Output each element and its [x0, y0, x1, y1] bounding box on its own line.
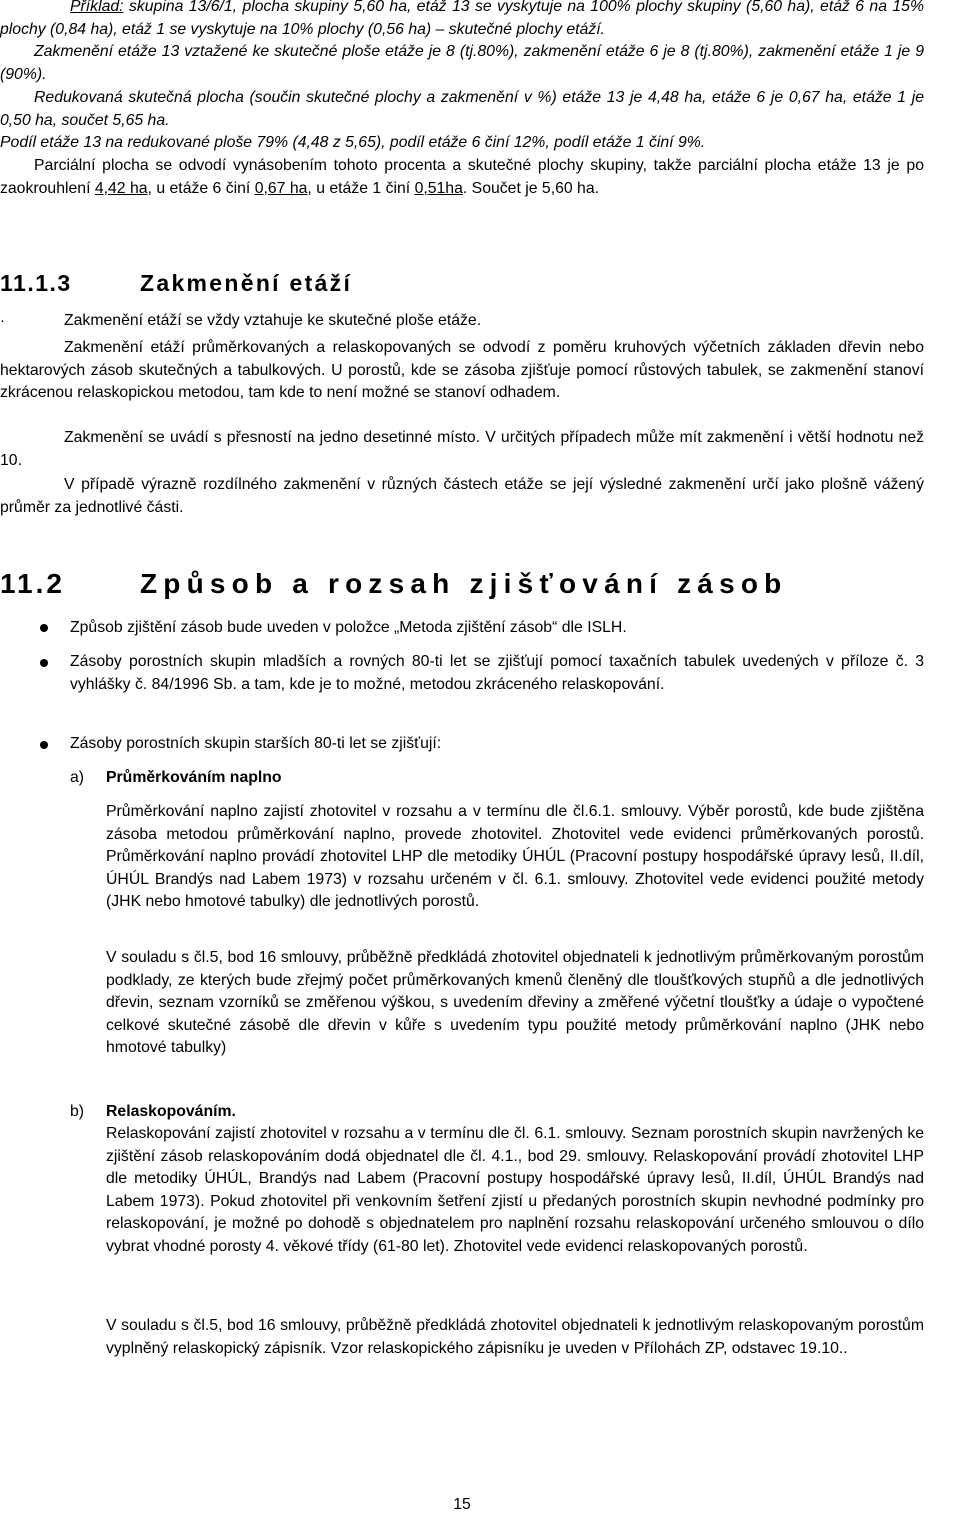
bullet-item: Zásoby porostních skupin mladších a rovných 80-ti let se zjišťují pomocí taxačních tabulek uvedených v příloze č. 3 vyhlášky č. 84/1996 Sb. a tam, kde je to možné, metodou zkráceného relaskopování. [70, 653, 924, 693]
example-paragraph-3: Redukovaná skutečná plocha (součin skutečné plochy a zakmenění v %) etáže 13 je 4,48 ha, etáže 6 je 0,67 ha, etáže 1 je 0,50 ha, součet 5,65 ha. [0, 89, 924, 129]
bullet-icon [40, 624, 48, 632]
value-etaz-6: 0,67 ha, [254, 179, 312, 197]
zakmeneni-paragraph-4: V případě výrazně rozdílného zakmenění v různých částech etáže se její výsledné zakmenění určí jako plošně vážený průměr za jednotlivé části. [0, 476, 924, 516]
section-number-11-2: 11.2 [0, 568, 65, 599]
zakmeneni-paragraph-2: Zakmenění etáží průměrkovaných a relaskopovaných se odvodí z poměru kruhových výčetních základen dřevin nebo hektarových zásob skutečných a tabulkových. U porostů, kde se zásoba zjišťuje pomocí růstových tabulek, se zakmenění stanoví zkrácenou relaskopickou metodou, tam kde to není možné se stanoví odhadem. [0, 339, 924, 402]
section-title-zpusob-zjistovani-zasob: Způsob a rozsah zjišťování zásob [140, 568, 788, 599]
section-title-zakmeneni: Zakmenění etáží [140, 270, 353, 296]
item-a-heading: Průměrkováním naplno [106, 769, 282, 786]
bullet-icon [40, 659, 48, 667]
item-a-marker: a) [70, 769, 85, 786]
example-paragraph-2: Zakmenění etáže 13 vztažené ke skutečné ploše etáže je 8 (tj.80%), zakmenění etáže 6 je 8 (tj.80%), zakmenění etáže 1 je 9 (90%). [0, 43, 924, 83]
bullet-item: Zásoby porostních skupin starších 80-ti let se zjišťují: [70, 735, 442, 752]
item-b-marker: b) [70, 1103, 85, 1120]
zakmeneni-paragraph-1: Zakmenění etáží se vždy vztahuje ke skutečné ploše etáže. [64, 312, 482, 329]
item-a-paragraph-2: V souladu s čl.5, bod 16 smlouvy, průběžně předkládá zhotovitel objednateli k jednotlivým průměrkovaným porostům podklady, ze kterých bude zřejmý počet průměrkovaných kmenů členěný dle tloušťkových stupňů a dle jednotlivých dřevin, seznam vzorníků se změřenou výškou, s uvedením dřeviny a změřené výčetní tloušťky a údaje o vypočtené celkové skutečné zásobě dle dřevin v kůře s uvedením typu použité metody průměrkování naplno (JHK nebo hmotové tabulky) [106, 949, 924, 1057]
item-a-paragraph-1: Průměrkování naplno zajistí zhotovitel v rozsahu a v termínu dle čl.6.1. smlouvy. Výběr porostů, kde bude zjištěna zásoba metodou průměrkování naplno, provede zhotovitel. Zhotovitel vede evidenci průměrkovaných porostů. Průměrkování naplno provádí zhotovitel LHP dle metodiky ÚHÚL (Pracovní postupy hospodářské úpravy lesů, II.díl, ÚHÚL Brandýs nad Labem 1973) v rozsahu určeném v čl. 6.1. smlouvy. Zhotovitel vede evidenci použité metody (JHK nebo hmotové tabulky) dle jednotlivých porostů. [106, 803, 924, 911]
stray-marker: · [0, 312, 5, 329]
value-etaz-1: 0,51ha [414, 179, 463, 197]
bullet-item: Způsob zjištění zásob bude uveden v položce „Metoda zjištění zásob“ dle ISLH. [70, 619, 627, 636]
item-b-paragraph-1: Relaskopování zajistí zhotovitel v rozsahu a v termínu dle čl. 6.1. smlouvy. Seznam porostních skupin navržených ke zjištění zásob relaskopováním dodá objednatel dle čl. 4.1., bod 29. smlouvy. Relaskopování provádí zhotovitel LHP dle metodiky ÚHÚL, Brandýs nad Labem (Pracovní postupy hospodářské úpravy lesů, II.díl, ÚHÚL Brandýs nad Labem 1973). Pokud zhotovitel při venkovním šetření zjistí u předaných porostních skupin nevhodné podmínky pro relaskopování, je možné po dohodě s objednatelem pro naplnění rozsahu relaskopování určeného smlouvou o dílo vybrat vhodné porosty 4. věkové třídy (61-80 let). Zhotovitel vede evidenci relaskopovaných porostů. [106, 1125, 924, 1255]
example-paragraph-1: Příklad: skupina 13/6/1, plocha skupiny 5,60 ha, etáž 13 se vyskytuje na 100% plochy skupiny (5,60 ha), etáž 6 na 15% plochy (0,84 ha), etáž 1 se vyskytuje na 10% plochy (0,56 ha) – skutečné plochy etáží. [0, 0, 924, 38]
item-b-paragraph-2: V souladu s čl.5, bod 16 smlouvy, průběžně předkládá zhotovitel objednateli k jednotlivým relaskopovaným porostům vyplněný relaskopický zápisník. Vzor relaskopického zápisníku je uveden v Přílohách ZP, odstavec 19.10.. [106, 1317, 924, 1357]
zakmeneni-paragraph-3: Zakmenění se uvádí s přesností na jedno desetinné místo. V určitých případech může mít zakmenění i větší hodnotu než 10. [0, 429, 924, 469]
section-number-11-1-3: 11.1.3 [0, 270, 72, 296]
value-etaz-13: 4,42 ha [94, 179, 148, 197]
item-b-heading: Relaskopováním. [106, 1103, 236, 1120]
example-label: Příklad: [70, 0, 124, 15]
bullet-icon [40, 741, 48, 749]
page-number: 15 [453, 1496, 471, 1513]
example-paragraph-5: Parciální plocha se odvodí vynásobením tohoto procenta a skutečné plochy skupiny, takže parciální plocha etáže 13 je po zaokrouhlení 4,42 ha, u etáže 6 činí 0,67 ha, u etáže 1 činí 0,51ha. Součet je 5,60 ha. [0, 157, 924, 197]
example-paragraph-4: Podíl etáže 13 na redukované ploše 79% (4,48 z 5,65), podíl etáže 6 činí 12%, podíl etáže 1 činí 9%. [0, 134, 706, 151]
